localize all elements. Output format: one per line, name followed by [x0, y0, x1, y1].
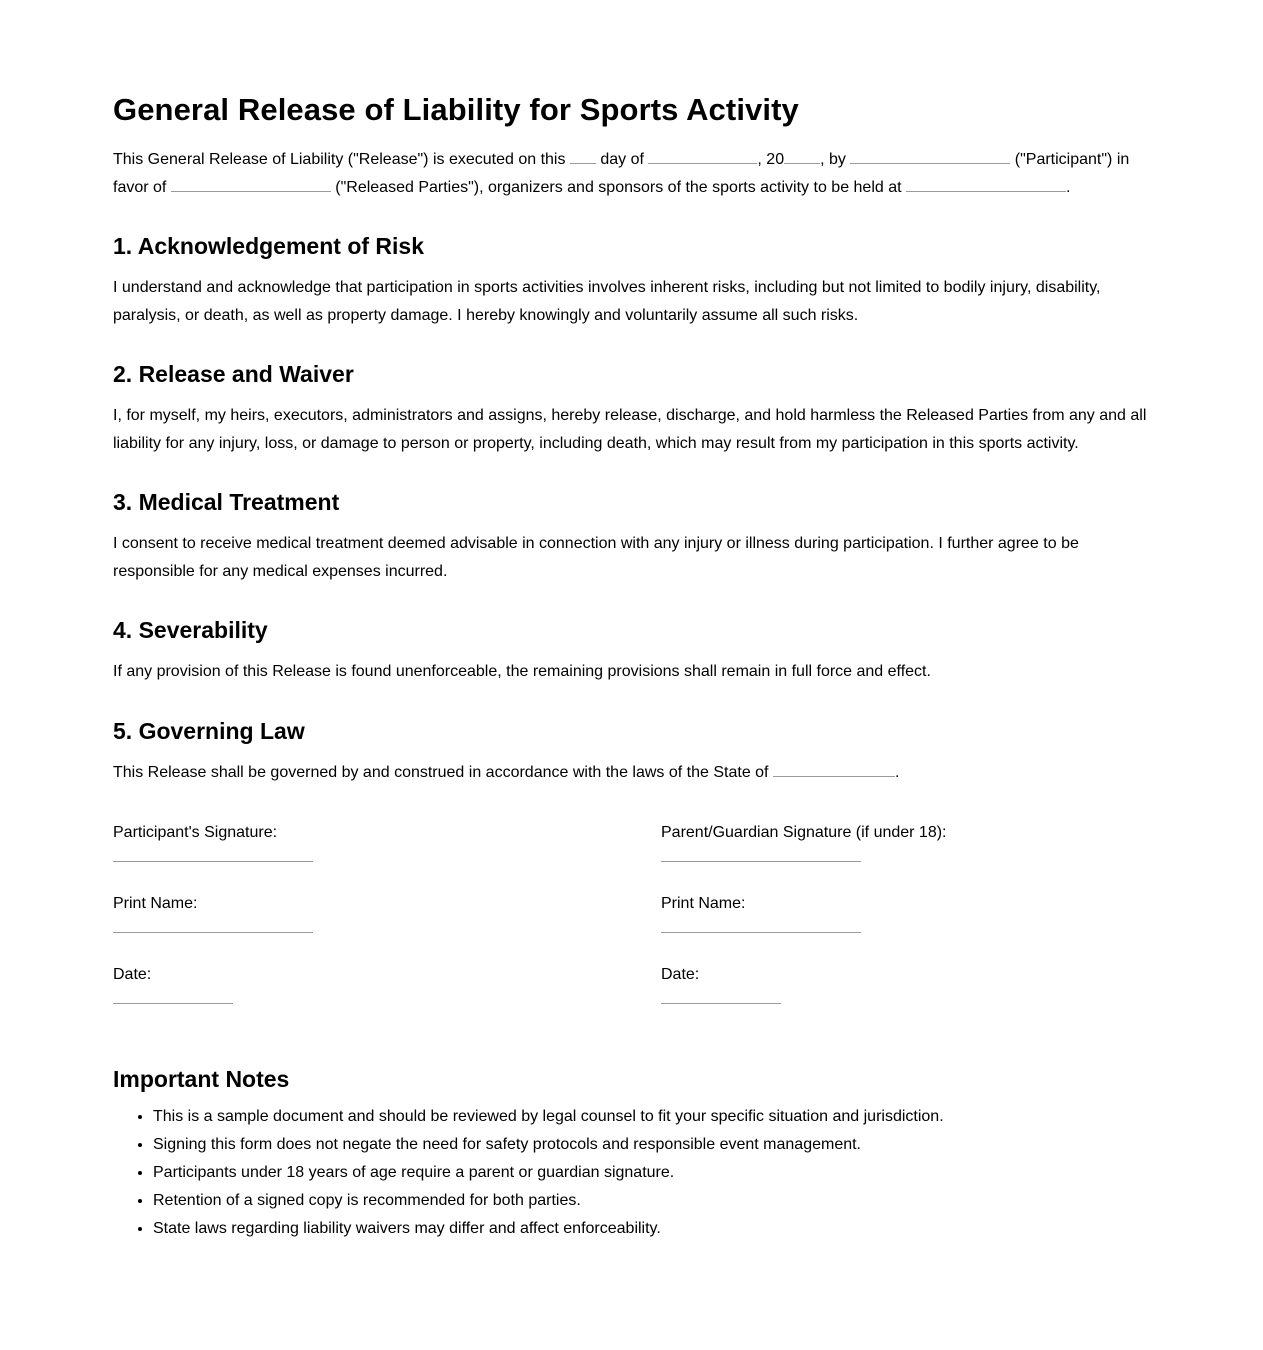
list-item: • Retention of a signed copy is recommended for both parties. [153, 1187, 1153, 1215]
governing-law-end: . [894, 764, 900, 781]
intro-text-5: ("Participant") in favor of [113, 151, 1130, 196]
guardian-print-name-label: Print Name: [661, 895, 746, 912]
signature-group [113, 823, 313, 894]
section-heading: 3. Medical Treatment [113, 489, 340, 515]
notes-list [113, 1103, 1153, 1243]
intro-text-3: , 20 [757, 151, 785, 168]
guardian-signature-label: Parent/Guardian Signature (if under 18): [661, 824, 947, 841]
section-body: I understand and acknowledge that participation in sports activities involves inherent risks, including but not limited to bodily injury, disability, paralysis, or death, as well as property damage. I hereby knowingly and voluntarily assume all such risks. [113, 279, 1101, 324]
section-heading: 5. Governing Law [113, 718, 305, 744]
guardian-signature-line[interactable] [661, 861, 861, 862]
section-governing-law [113, 716, 1153, 787]
section-release-waiver [113, 359, 1153, 458]
intro-text-7: . [1066, 179, 1071, 196]
print-name-group [113, 894, 313, 965]
list-item: • Signing this form does not negate the need for safety protocols and responsible event management. [153, 1131, 1153, 1159]
guardian-date-line[interactable] [661, 1003, 781, 1004]
signature-group [661, 823, 947, 894]
date-group [661, 965, 947, 1036]
section-body: I consent to receive medical treatment deemed advisable in connection with any injury or illness during participation. I further agree to be responsible for any medical expenses incurred. [113, 535, 1079, 580]
list-item: • Participants under 18 years of age require a parent or guardian signature. [153, 1159, 1153, 1187]
section-medical-treatment [113, 487, 1153, 586]
section-body [113, 759, 1153, 787]
intro-paragraph [113, 146, 1153, 202]
section-heading: 2. Release and Waiver [113, 361, 354, 387]
document-title: General Release of Liability for Sports Activity [113, 92, 799, 127]
document [113, 90, 1153, 1243]
released-parties-blank[interactable] [171, 176, 331, 192]
list-item: • This is a sample document and should be reviewed by legal counsel to fit your specific situation and jurisdiction. [153, 1103, 1153, 1131]
section-heading: 4. Severability [113, 617, 268, 643]
section-body: If any provision of this Release is found unenforceable, the remaining provisions shall remain in full force and effect. [113, 663, 931, 680]
intro-text-4: , by [820, 151, 851, 168]
day-blank[interactable] [570, 148, 596, 164]
guardian-signature-column [661, 823, 947, 1036]
participant-print-name-line[interactable] [113, 932, 313, 933]
section-severability [113, 615, 1153, 686]
print-name-group [661, 894, 947, 965]
guardian-print-name-line[interactable] [661, 932, 861, 933]
month-blank[interactable] [648, 148, 757, 164]
governing-law-text: This Release shall be governed by and construed in accordance with the laws of the State of [113, 764, 773, 781]
section-heading: 1. Acknowledgement of Risk [113, 233, 424, 259]
signature-block [113, 823, 1153, 1023]
participant-signature-column [113, 823, 313, 1036]
list-item: • State laws regarding liability waivers may differ and affect enforceability. [153, 1215, 1153, 1243]
year-blank[interactable] [784, 148, 820, 164]
intro-text-1: This General Release of Liability ("Release") is executed on this [113, 151, 570, 168]
participant-signature-line[interactable] [113, 861, 313, 862]
date-group [113, 965, 313, 1036]
participant-date-line[interactable] [113, 1003, 233, 1004]
guardian-date-label: Date: [661, 966, 700, 983]
participant-print-name-label: Print Name: [113, 895, 198, 912]
notes-heading: Important Notes [113, 1066, 290, 1092]
intro-text-2: day of [595, 151, 649, 168]
participant-date-label: Date: [113, 966, 152, 983]
important-notes [113, 1064, 1153, 1243]
section-body: I, for myself, my heirs, executors, administrators and assigns, hereby release, discharge, and hold harmless the Released Parties from any and all liability for any injury, loss, or damage to person or property, including death, which may result from my participation in this sports activity. [113, 407, 1147, 452]
section-acknowledgement [113, 231, 1153, 330]
participant-name-blank[interactable] [850, 148, 1010, 164]
participant-signature-label: Participant's Signature: [113, 824, 278, 841]
intro-text-6: ("Released Parties"), organizers and sponsors of the sports activity to be held at [330, 179, 907, 196]
location-blank[interactable] [906, 176, 1066, 192]
state-blank[interactable] [773, 761, 895, 777]
